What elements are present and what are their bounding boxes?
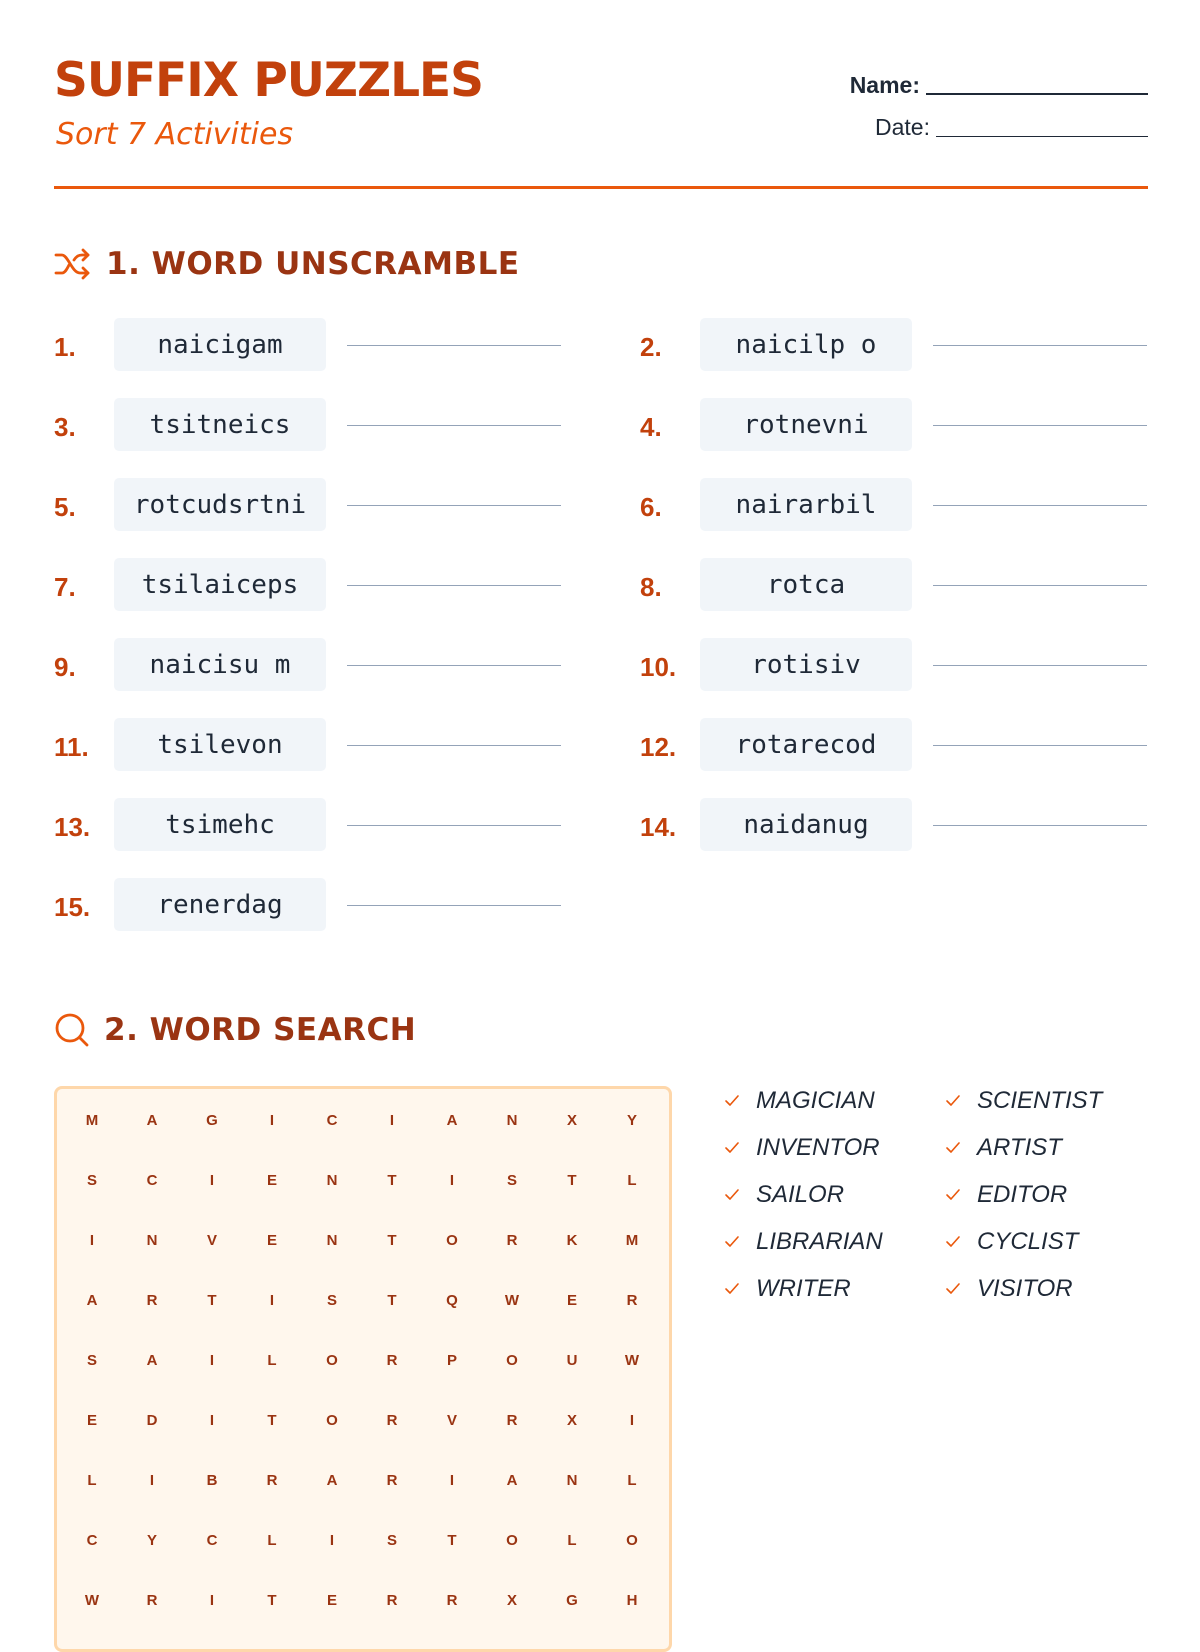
word-list-item <box>945 1181 1067 1209</box>
answer-line[interactable] <box>347 425 561 426</box>
unscramble-item-number: 12. <box>640 732 677 762</box>
word-list-label: EDITOR <box>977 1181 1068 1208</box>
grid-letter[interactable]: K <box>566 1232 578 1249</box>
grid-letter[interactable]: G <box>206 1112 218 1129</box>
grid-letter[interactable]: T <box>387 1172 397 1189</box>
grid-letter[interactable]: O <box>326 1352 338 1369</box>
unscramble-item <box>54 558 564 612</box>
check-icon <box>945 1141 961 1155</box>
check-icon <box>724 1282 740 1296</box>
word-list-item <box>724 1181 844 1209</box>
answer-line[interactable] <box>347 745 561 746</box>
name-blank-line[interactable] <box>926 93 1148 95</box>
grid-letter[interactable]: W <box>84 1592 100 1609</box>
search-icon <box>54 1012 90 1048</box>
grid-letter[interactable]: T <box>207 1292 217 1309</box>
check-icon <box>945 1235 961 1249</box>
grid-letter[interactable]: T <box>267 1412 277 1429</box>
grid-letter[interactable]: X <box>566 1112 577 1129</box>
word-list-label: CYCLIST <box>977 1228 1079 1255</box>
word-list-item <box>724 1087 875 1115</box>
wordsearch-heading <box>54 1012 416 1048</box>
wordsearch-grid <box>54 1086 672 1652</box>
scrambled-word: tsilaiceps <box>114 558 326 611</box>
unscramble-item-number: 7. <box>54 572 76 602</box>
grid-letter[interactable]: E <box>566 1292 577 1309</box>
worksheet-page <box>54 0 1148 1609</box>
grid-letter[interactable]: C <box>326 1112 338 1129</box>
wordsearch-heading-text: 2. WORD SEARCH <box>104 1012 417 1048</box>
grid-letter[interactable]: I <box>449 1172 455 1189</box>
grid-letter[interactable]: W <box>624 1352 640 1369</box>
unscramble-item-number: 13. <box>54 812 91 842</box>
grid-letter[interactable]: V <box>206 1232 217 1249</box>
scrambled-word: naicilp o <box>700 318 912 371</box>
grid-letter[interactable]: O <box>626 1532 638 1549</box>
scrambled-word: rotisiv <box>700 638 912 691</box>
grid-letter[interactable]: T <box>387 1292 397 1309</box>
grid-letter[interactable]: L <box>567 1532 577 1549</box>
grid-letter[interactable]: L <box>267 1352 277 1369</box>
grid-letter[interactable]: T <box>267 1592 277 1609</box>
word-list-label: INVENTOR <box>756 1134 880 1161</box>
grid-letter[interactable]: I <box>629 1412 635 1429</box>
unscramble-item <box>640 398 1150 452</box>
grid-letter[interactable]: O <box>506 1532 518 1549</box>
grid-letter[interactable]: I <box>389 1112 395 1129</box>
grid-letter[interactable]: T <box>387 1232 397 1249</box>
word-list-label: MAGICIAN <box>756 1087 875 1114</box>
grid-letter[interactable]: A <box>86 1292 98 1309</box>
grid-letter[interactable]: Y <box>626 1112 637 1129</box>
grid-letter[interactable]: N <box>326 1172 338 1189</box>
scrambled-word: naidanug <box>700 798 912 851</box>
grid-letter[interactable]: L <box>627 1172 637 1189</box>
scrambled-word: tsimehc <box>114 798 326 851</box>
scrambled-word: rotcudsrtni <box>114 478 326 531</box>
unscramble-item <box>640 798 1150 852</box>
grid-letter[interactable]: I <box>209 1352 215 1369</box>
unscramble-item <box>54 638 564 692</box>
page-subtitle: Sort 7 Activities <box>56 117 294 152</box>
unscramble-item-number: 6. <box>640 492 662 522</box>
grid-letter[interactable]: R <box>506 1232 518 1249</box>
unscramble-item-number: 8. <box>640 572 662 602</box>
scrambled-word: naicisu m <box>114 638 326 691</box>
grid-letter[interactable]: P <box>446 1352 457 1369</box>
grid-letter[interactable]: S <box>386 1532 397 1549</box>
unscramble-item-number: 4. <box>640 412 662 442</box>
grid-letter[interactable]: R <box>626 1292 638 1309</box>
scrambled-word: tsilevon <box>114 718 326 771</box>
answer-line[interactable] <box>933 825 1147 826</box>
grid-letter[interactable]: T <box>567 1172 577 1189</box>
grid-letter[interactable]: E <box>326 1592 337 1609</box>
word-list-label: VISITOR <box>977 1275 1073 1302</box>
unscramble-item-number: 15. <box>54 892 91 922</box>
grid-letter[interactable]: Y <box>146 1532 157 1549</box>
unscramble-item-number: 5. <box>54 492 76 522</box>
unscramble-item <box>640 558 1150 612</box>
grid-letter[interactable]: M <box>85 1112 99 1129</box>
unscramble-item <box>54 398 564 452</box>
date-label: Date: <box>875 114 930 140</box>
grid-letter[interactable]: O <box>326 1412 338 1429</box>
grid-letter[interactable]: S <box>86 1172 97 1189</box>
grid-letter[interactable]: O <box>446 1232 458 1249</box>
unscramble-item-number: 10. <box>640 652 677 682</box>
unscramble-item-number: 3. <box>54 412 76 442</box>
unscramble-item-number: 14. <box>640 812 677 842</box>
scrambled-word: rotarecod <box>700 718 912 771</box>
answer-line[interactable] <box>347 905 561 906</box>
word-list-item <box>945 1275 1073 1303</box>
grid-letter[interactable]: I <box>209 1172 215 1189</box>
answer-line[interactable] <box>933 585 1147 586</box>
grid-letter[interactable]: C <box>146 1172 158 1189</box>
grid-letter[interactable]: N <box>146 1232 158 1249</box>
grid-letter[interactable]: E <box>266 1232 277 1249</box>
grid-letter[interactable]: R <box>386 1592 398 1609</box>
grid-letter[interactable]: L <box>627 1472 637 1489</box>
check-icon <box>945 1094 961 1108</box>
grid-letter[interactable]: N <box>326 1232 338 1249</box>
scrambled-word: naicigam <box>114 318 326 371</box>
grid-letter[interactable]: A <box>146 1352 158 1369</box>
grid-letter[interactable]: R <box>386 1352 398 1369</box>
grid-letter[interactable]: R <box>146 1592 158 1609</box>
grid-letter[interactable]: Q <box>446 1292 458 1309</box>
grid-letter[interactable]: C <box>86 1532 98 1549</box>
grid-letter[interactable]: A <box>446 1112 458 1129</box>
grid-letter[interactable]: L <box>267 1532 277 1549</box>
answer-line[interactable] <box>347 505 561 506</box>
grid-letter[interactable]: R <box>146 1292 158 1309</box>
check-icon <box>724 1188 740 1202</box>
grid-letter[interactable]: R <box>266 1472 278 1489</box>
grid-letter[interactable]: T <box>447 1532 457 1549</box>
unscramble-item-number: 9. <box>54 652 76 682</box>
grid-letter[interactable]: R <box>386 1472 398 1489</box>
grid-letter[interactable]: R <box>506 1412 518 1429</box>
answer-line[interactable] <box>933 745 1147 746</box>
answer-line[interactable] <box>933 665 1147 666</box>
word-list-item <box>945 1228 1078 1256</box>
grid-letter[interactable]: S <box>326 1292 337 1309</box>
grid-letter[interactable]: A <box>146 1112 158 1129</box>
scrambled-word: renerdag <box>114 878 326 931</box>
unscramble-item-number: 1. <box>54 332 76 362</box>
grid-letter[interactable]: A <box>506 1472 518 1489</box>
grid-letter[interactable]: I <box>449 1472 455 1489</box>
unscramble-item-number: 11. <box>54 732 89 762</box>
answer-line[interactable] <box>347 665 561 666</box>
unscramble-item <box>640 718 1150 772</box>
grid-letter[interactable]: O <box>506 1352 518 1369</box>
word-list-label: LIBRARIAN <box>756 1228 883 1255</box>
answer-line[interactable] <box>347 345 561 346</box>
grid-letter[interactable]: S <box>86 1352 97 1369</box>
grid-letter[interactable]: M <box>625 1232 639 1249</box>
word-list-item <box>945 1134 1062 1162</box>
date-field[interactable] <box>875 114 1148 141</box>
unscramble-item <box>640 318 1150 372</box>
unscramble-item <box>640 478 1150 532</box>
check-icon <box>724 1094 740 1108</box>
grid-letter[interactable]: R <box>386 1412 398 1429</box>
grid-letter[interactable]: N <box>506 1112 518 1129</box>
unscramble-heading <box>54 246 520 282</box>
grid-letter[interactable]: E <box>266 1172 277 1189</box>
grid-letter[interactable]: S <box>506 1172 517 1189</box>
grid-letter[interactable]: G <box>566 1592 578 1609</box>
grid-letter[interactable]: I <box>209 1412 215 1429</box>
grid-letter[interactable]: H <box>626 1592 638 1609</box>
grid-letter[interactable]: N <box>566 1472 578 1489</box>
shuffle-icon <box>54 247 92 281</box>
grid-letter[interactable]: X <box>506 1592 517 1609</box>
name-field[interactable] <box>850 72 1148 99</box>
grid-letter[interactable]: U <box>566 1352 578 1369</box>
grid-letter[interactable]: V <box>446 1412 457 1429</box>
scrambled-word: tsitneics <box>114 398 326 451</box>
word-list-item <box>724 1275 851 1303</box>
scrambled-word: rotnevni <box>700 398 912 451</box>
unscramble-heading-text: 1. WORD UNSCRAMBLE <box>106 246 520 282</box>
unscramble-item <box>640 638 1150 692</box>
date-blank-line[interactable] <box>936 136 1148 137</box>
answer-line[interactable] <box>933 425 1147 426</box>
answer-line[interactable] <box>933 505 1147 506</box>
grid-letter[interactable]: W <box>504 1292 520 1309</box>
answer-line[interactable] <box>933 345 1147 346</box>
grid-letter[interactable]: I <box>329 1532 335 1549</box>
grid-letter[interactable]: B <box>206 1472 218 1489</box>
grid-letter[interactable]: L <box>87 1472 97 1489</box>
grid-letter[interactable]: D <box>146 1412 158 1429</box>
word-list-item <box>945 1087 1102 1115</box>
unscramble-item <box>54 718 564 772</box>
check-icon <box>724 1235 740 1249</box>
grid-letter[interactable]: E <box>86 1412 97 1429</box>
word-list-label: WRITER <box>756 1275 851 1302</box>
grid-letter[interactable]: I <box>149 1472 155 1489</box>
unscramble-item <box>54 878 564 932</box>
header-divider <box>54 186 1148 189</box>
word-list-label: ARTIST <box>977 1134 1062 1161</box>
grid-letter[interactable]: I <box>209 1592 215 1609</box>
check-icon <box>724 1141 740 1155</box>
unscramble-item <box>54 798 564 852</box>
grid-letter[interactable]: I <box>89 1232 95 1249</box>
page-title: SUFFIX PUZZLES <box>54 53 483 108</box>
grid-letter[interactable]: R <box>446 1592 458 1609</box>
word-list-label: SAILOR <box>756 1181 845 1208</box>
answer-line[interactable] <box>347 825 561 826</box>
grid-letter[interactable]: I <box>269 1112 275 1129</box>
name-label: Name: <box>849 72 920 98</box>
grid-letter[interactable]: I <box>269 1292 275 1309</box>
answer-line[interactable] <box>347 585 561 586</box>
check-icon <box>945 1282 961 1296</box>
scrambled-word: rotca <box>700 558 912 611</box>
grid-letter[interactable]: C <box>206 1532 218 1549</box>
check-icon <box>945 1188 961 1202</box>
word-list-label: SCIENTIST <box>977 1087 1103 1114</box>
unscramble-item <box>54 318 564 372</box>
word-list-item <box>724 1134 880 1162</box>
grid-letter[interactable]: A <box>326 1472 338 1489</box>
grid-letter[interactable]: X <box>566 1412 577 1429</box>
unscramble-item <box>54 478 564 532</box>
word-list-item <box>724 1228 883 1256</box>
scrambled-word: nairarbil <box>700 478 912 531</box>
unscramble-item-number: 2. <box>640 332 662 362</box>
